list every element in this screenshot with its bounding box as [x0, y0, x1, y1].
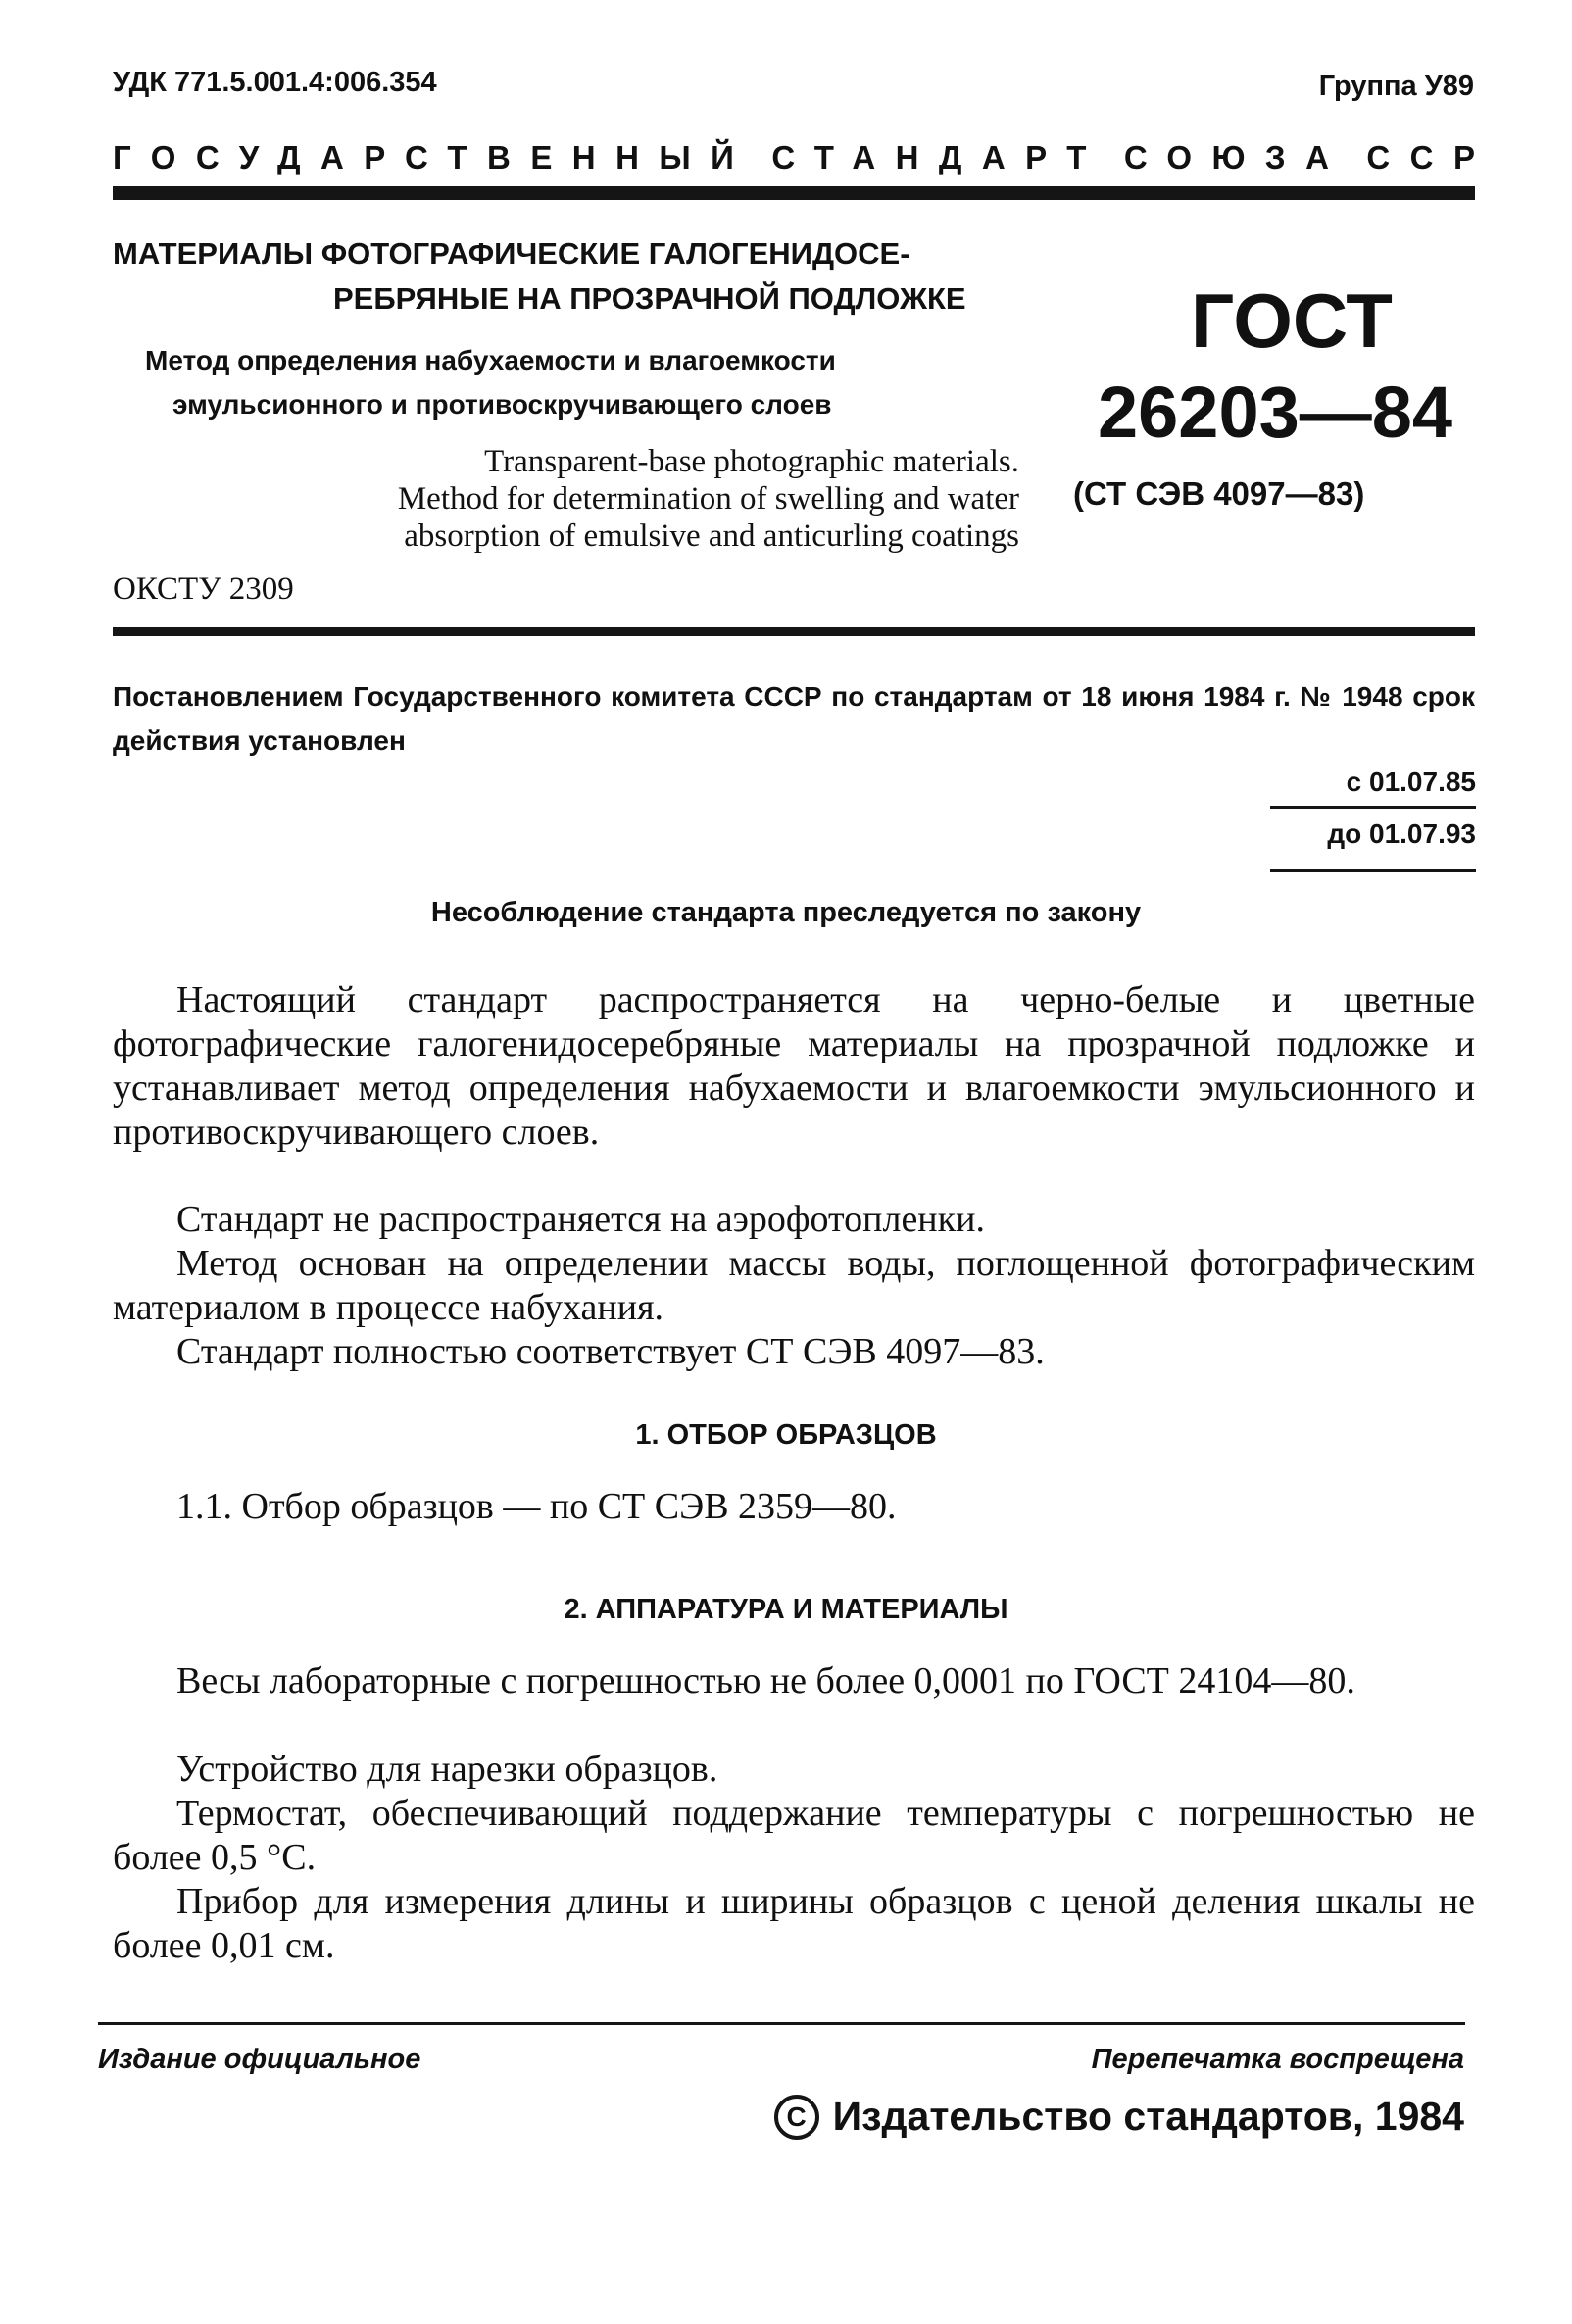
publisher-name: Издательство стандартов, 1984 — [832, 2094, 1464, 2139]
banner-word: ССР — [1366, 139, 1496, 175]
sev-reference: (СТ СЭВ 4097—83) — [1073, 475, 1365, 512]
english-line: Method for determination of swelling and water — [397, 481, 1019, 517]
state-standard-banner — [113, 139, 1496, 176]
title-line: МАТЕРИАЛЫ ФОТОГРАФИЧЕСКИЕ ГАЛОГЕНИДОСЕ- — [113, 236, 910, 271]
header-rule — [113, 186, 1475, 200]
title-line: РЕБРЯНЫЕ НА ПРОЗРАЧНОЙ ПОДЛОЖКЕ — [333, 281, 966, 316]
effective-to-date: до 01.07.93 — [1327, 818, 1476, 849]
group-code: Группа У89 — [1318, 71, 1474, 102]
okstu-code: ОКСТУ 2309 — [113, 571, 294, 607]
section-heading: 1. ОТБОР ОБРАЗЦОВ — [635, 1419, 937, 1451]
method-line: эмульсионного и противоскручивающего слоев — [172, 389, 832, 420]
decree-text: Постановлением Государственного комитета СССР по стандартам от 18 июня 1984 г. № 1948 срок действия установлен — [113, 681, 1475, 756]
reprint-note: Перепечатка воспрещена — [1091, 2044, 1464, 2075]
law-notice: Несоблюдение стандарта преследуется по закону — [430, 897, 1142, 928]
banner-word: ГОСУДАРСТВЕННЫЙ — [113, 139, 755, 175]
intro-paragraph: Стандарт полностью соответствует СТ СЭВ 4097—83. — [176, 1331, 1045, 1372]
standard-title — [113, 231, 1068, 321]
intro-paragraph: Настоящий стандарт распространяется на черно-белые и цветные фотографические галогенидосеребряные материалы на прозрачной подложке и устанавливает метод определения набухаемости и влагоемкости эмульсионного и противоскручивающего слоев. — [113, 979, 1475, 1153]
gost-label: ГОСТ — [1191, 277, 1393, 364]
date-rule — [1270, 869, 1476, 872]
title-rule — [113, 627, 1475, 636]
publisher-line — [774, 2094, 1464, 2140]
banner-word: СОЮЗА — [1123, 139, 1350, 175]
section-item: Устройство для нарезки образцов. — [176, 1749, 718, 1790]
english-line: Transparent-base photographic materials. — [484, 444, 1019, 479]
gost-number: 26203—84 — [1098, 371, 1453, 453]
banner-word: СТАНДАРТ — [771, 139, 1106, 175]
method-subtitle — [145, 338, 1061, 426]
section-item: 1.1. Отбор образцов — по СТ СЭВ 2359—80. — [176, 1486, 897, 1527]
intro-paragraph: Метод основан на определении массы воды, поглощенной фотографическим материалом в процессе набухания. — [113, 1243, 1475, 1328]
effective-to-block — [1270, 806, 1476, 850]
method-line: Метод определения набухаемости и влагоемкости — [145, 345, 836, 375]
english-line: absorption of emulsive and anticurling coatings — [404, 519, 1019, 554]
footer-rule — [98, 2022, 1465, 2025]
intro-paragraph: Стандарт не распространяется на аэрофотопленки. — [176, 1199, 985, 1240]
section-item: Прибор для измерения длины и ширины образцов с ценой деления шкалы не более 0,01 см. — [113, 1881, 1475, 1966]
section-item: Весы лабораторные с погрешностью не более 0,0001 по ГОСТ 24104—80. — [176, 1660, 1355, 1702]
effective-from-date: с 01.07.85 — [1346, 766, 1476, 797]
english-title — [113, 443, 1019, 555]
edition-note: Издание официальное — [98, 2044, 421, 2075]
section-item: Термостат, обеспечивающий поддержание температуры с погрешностью не более 0,5 °С. — [113, 1793, 1475, 1878]
udk-code: УДК 771.5.001.4:006.354 — [113, 67, 437, 98]
copyright-icon: C — [774, 2095, 819, 2140]
section-heading: 2. АППАРАТУРА И МАТЕРИАЛЫ — [564, 1594, 1008, 1625]
